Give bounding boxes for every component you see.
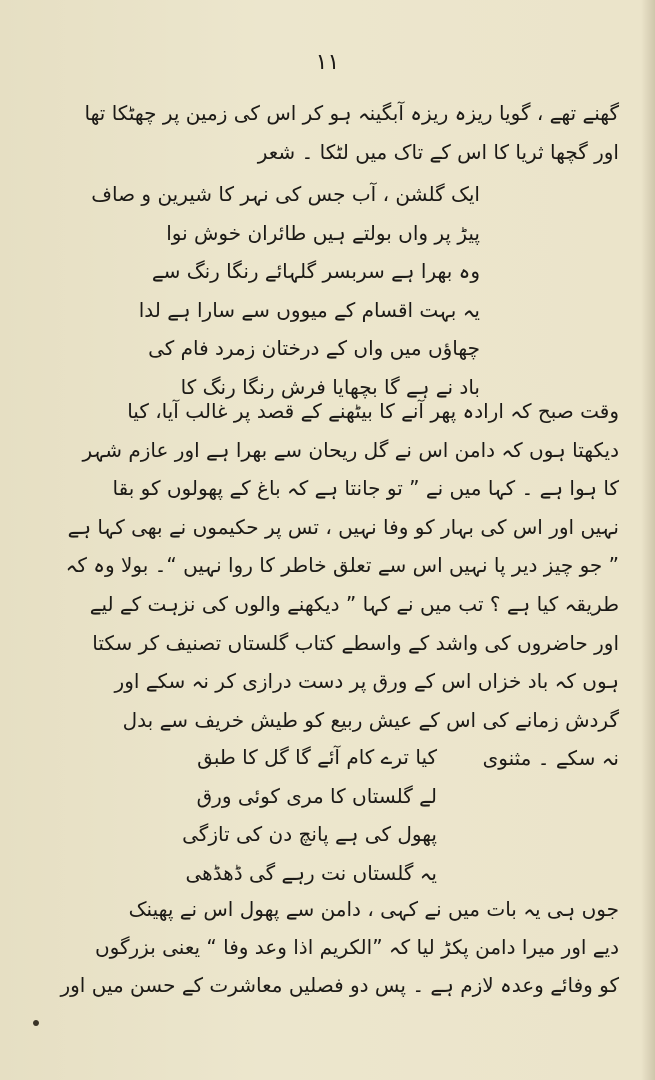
text-line: اور گچھا ثریا کا اس کے تاک میں لٹکا ۔ شعر xyxy=(257,140,619,164)
text-line: کو وفائے وعدہ لازم ہے ۔ پس دو فصلیں معاشرت کے حسن میں اور xyxy=(60,973,619,997)
text-line: نہیں اور اس کی بہار کو وفا نہیں ، تس پر حکیموں نے بھی کہا ہے xyxy=(67,514,619,539)
verse-line: باد نے ہے گا بچھایا فرش رنگا رنگ کا xyxy=(180,374,480,399)
text-line: جوں ہی یہ بات میں نے کہی ، دامن سے پھول اس نے پھینک xyxy=(128,897,619,921)
verse-1 xyxy=(91,175,480,406)
text-line: وقت صبح کہ ارادہ پھر آنے کا بیٹھنے کے قصد پر غالب آیا، کیا xyxy=(127,399,619,423)
text-line: اور حاضروں کی واشد کے واسطے کتاب گلستاں تصنیف کر سکتا xyxy=(92,630,619,655)
verse-line: کیا ترے کام آئے گا گل کا طبق xyxy=(197,745,437,769)
text-line: گھنے تھے ، گویا ریزہ ریزہ آبگینہ ہو کر اس کی زمین پر چھٹکا تھا xyxy=(84,101,619,125)
verse-line: چھاؤں میں واں کے درختان زمرد فام کی xyxy=(148,336,480,360)
text-line: نہ سکے ۔ مثنوی xyxy=(482,746,619,771)
text-line: طریقہ کیا ہے ؟ تب میں نے کہا ” دیکھنے والوں کی نزہت کے لیے xyxy=(89,591,619,616)
text-line: دیے اور میرا دامن پکڑ لیا کہ ”الکریم اذا وعد وفا “ یعنی بزرگوں xyxy=(94,935,619,959)
verse-line: یہ گلستاں نت رہے گی ڈھڈھی xyxy=(185,860,437,885)
verse-line: ایک گلشن ، آب جس کی نہر کا شیرین و صاف xyxy=(91,182,480,206)
verse-line: یہ بہت اقسام کے میووں سے سارا ہے لدا xyxy=(138,297,480,322)
text-line: دیکھتا ہوں کہ دامن اس نے گل ریحان سے بھرا ہے اور عازم شہر xyxy=(82,437,619,462)
verse-line: لے گلستاں کا مری کوئی ورق xyxy=(196,783,437,808)
page-number: ۱۱ xyxy=(315,50,340,75)
paragraph-1 xyxy=(34,94,619,172)
verse-line: پھول کی ہے پانچ دن کی تازگی xyxy=(182,822,437,846)
paragraph-2 xyxy=(34,392,619,778)
ink-speck xyxy=(33,1020,39,1026)
text-line: ” جو چیز دیر پا نہیں اس سے تعلق خاطر کا روا نہیں “۔ بولا وہ کہ xyxy=(65,553,619,578)
page-edge-shadow xyxy=(641,0,655,1080)
text-line: ہوں کہ باد خزاں اس کے ورق پر دست درازی کر نہ سکے اور xyxy=(114,669,619,694)
verse-line: وہ بھرا ہے سربسر گلہائے رنگا رنگ سے xyxy=(151,259,480,283)
paragraph-3 xyxy=(34,890,619,1004)
text-line: کا ہوا ہے ۔ کہا میں نے ” تو جانتا ہے کہ باغ کے پھولوں کو بقا xyxy=(112,476,619,501)
verse-line: پیڑ پر واں بولتے ہیں طائران خوش نوا xyxy=(166,220,480,245)
text-line: گردش زمانے کی اس کے عیش ربیع کو طیش خریف سے بدل xyxy=(122,707,619,732)
verse-2 xyxy=(182,738,437,892)
